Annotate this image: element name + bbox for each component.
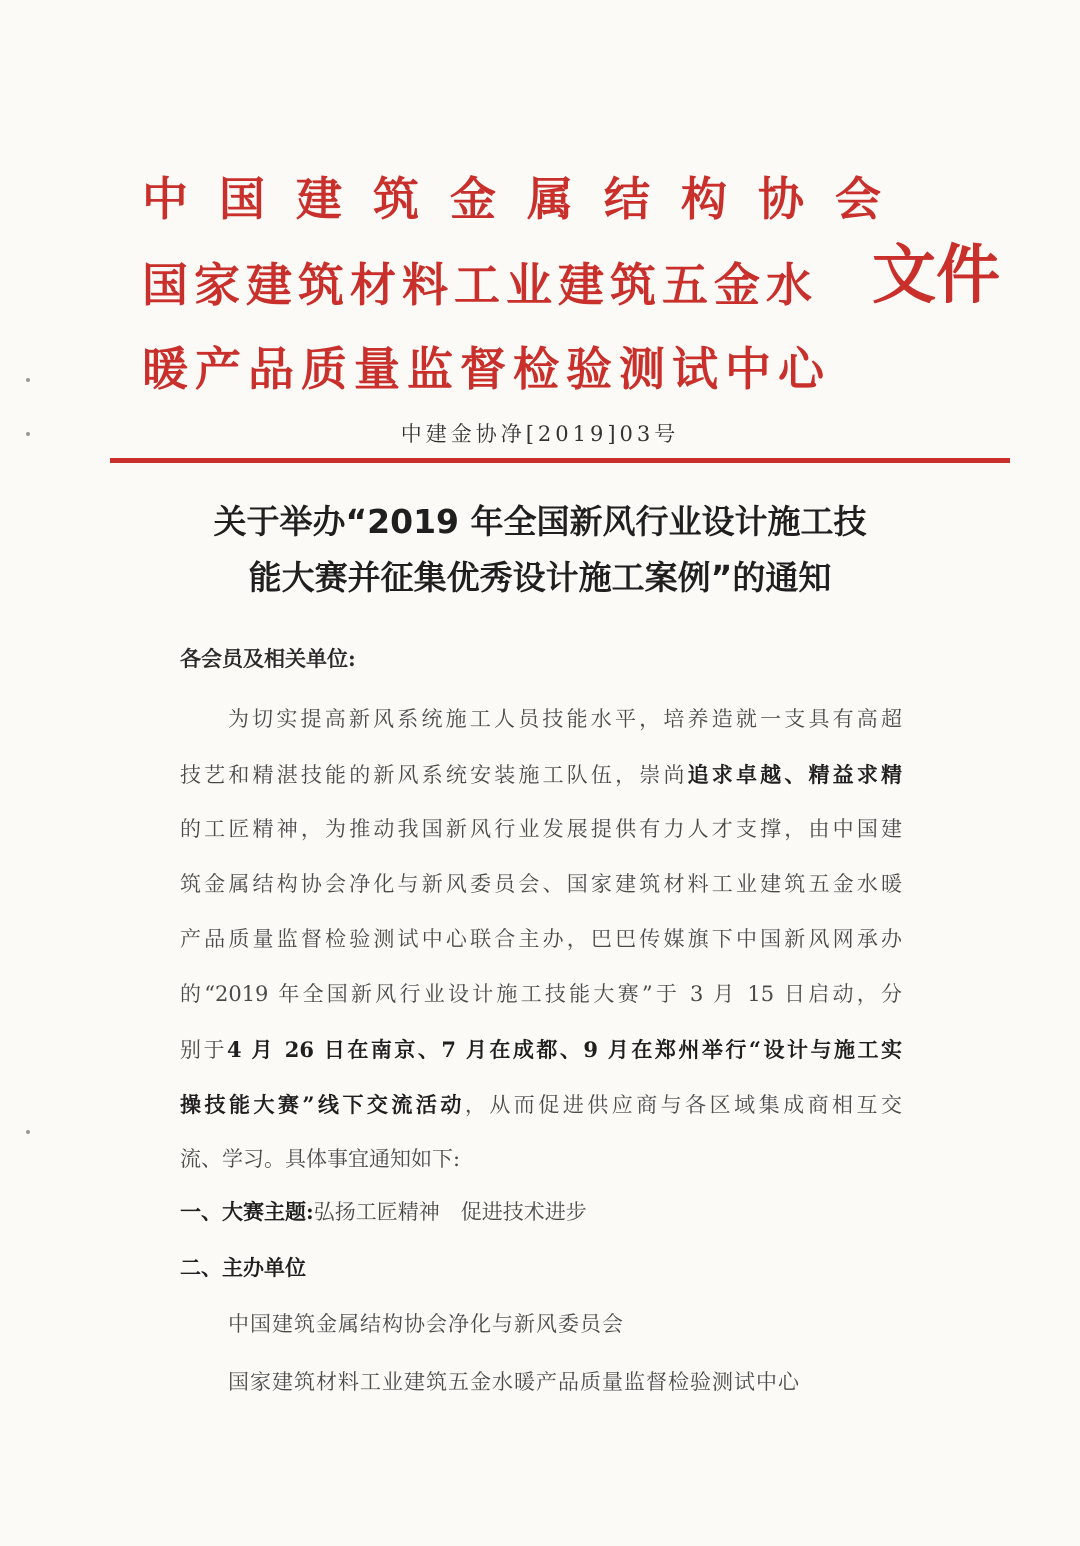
scan-speck: [26, 378, 30, 382]
organizer-2: 国家建筑材料工业建筑五金水暖产品质量监督检验测试中心: [228, 1370, 800, 1394]
section-theme: [180, 1196, 587, 1226]
issuer-line-3: 暖产品质量监督检验测试中心: [142, 342, 831, 396]
paragraph-text: 流、学习。具体事宜通知如下:: [180, 1147, 461, 1171]
section-theme-heading: 一、大赛主题:: [180, 1199, 314, 1224]
section-organizers: [180, 1252, 306, 1282]
emphasis-text: 操技能大赛”线下交流活动: [180, 1092, 465, 1117]
paragraph-line: [180, 912, 902, 967]
emphasis-text: 追求卓越、精益求精: [687, 762, 903, 787]
paragraph-line: [180, 802, 902, 857]
organizer-1: 中国建筑金属结构协会净化与新风委员会: [228, 1312, 624, 1336]
paragraph-line: [180, 747, 902, 802]
paragraph-line: [180, 1132, 902, 1187]
notice-title-line-1: 关于举办“2019 年全国新风行业设计施工技: [213, 502, 867, 541]
paragraph-line: [180, 967, 902, 1022]
section-theme-text: 弘扬工匠精神 促进技术进步: [313, 1200, 587, 1224]
emphasis-text: 4 月 26 日在南京、7 月在成都、9 月在郑州举行“设计与施工实: [227, 1037, 902, 1062]
paragraph-line: [180, 1022, 902, 1077]
document-number: 中建金协净[2019]03号: [400, 422, 680, 446]
body-paragraph: [180, 692, 902, 1187]
salutation: 各会员及相关单位:: [180, 646, 356, 671]
paragraph-text: 别于: [180, 1038, 228, 1062]
paragraph-text: 的“2019 年全国新风行业设计施工技能大赛”于 3 月 15 日启动，分: [180, 982, 902, 1006]
scan-speck: [26, 1130, 30, 1134]
paragraph-line: [180, 857, 902, 912]
notice-title-line-2: 能大赛并征集优秀设计施工案例”的通知: [248, 558, 832, 597]
paragraph-line: [180, 692, 902, 747]
paragraph-text: 为切实提高新风系统施工人员技能水平，培养造就一支具有高超: [228, 707, 902, 731]
paragraph-text: 产品质量监督检验测试中心联合主办，巴巴传媒旗下中国新风网承办: [180, 927, 902, 951]
section-organizers-heading: 二、主办单位: [180, 1255, 306, 1280]
issuer-line-1: 中国建筑金属结构协会: [142, 172, 912, 226]
paragraph-line: [180, 1077, 902, 1132]
document-label: 文件: [872, 239, 1000, 313]
paragraph-text: 技艺和精湛技能的新风系统安装施工队伍，崇尚: [180, 763, 688, 787]
paragraph-text: 筑金属结构协会净化与新风委员会、国家建筑材料工业建筑五金水暖: [180, 872, 902, 896]
scan-speck: [26, 432, 30, 436]
paragraph-text: ，从而促进供应商与各区域集成商相互交: [464, 1093, 903, 1117]
paragraph-text: 的工匠精神，为推动我国新风行业发展提供有力人才支撑，由中国建: [180, 817, 902, 841]
issuer-line-2: 国家建筑材料工业建筑五金水: [142, 258, 818, 312]
red-divider: [110, 458, 1010, 463]
